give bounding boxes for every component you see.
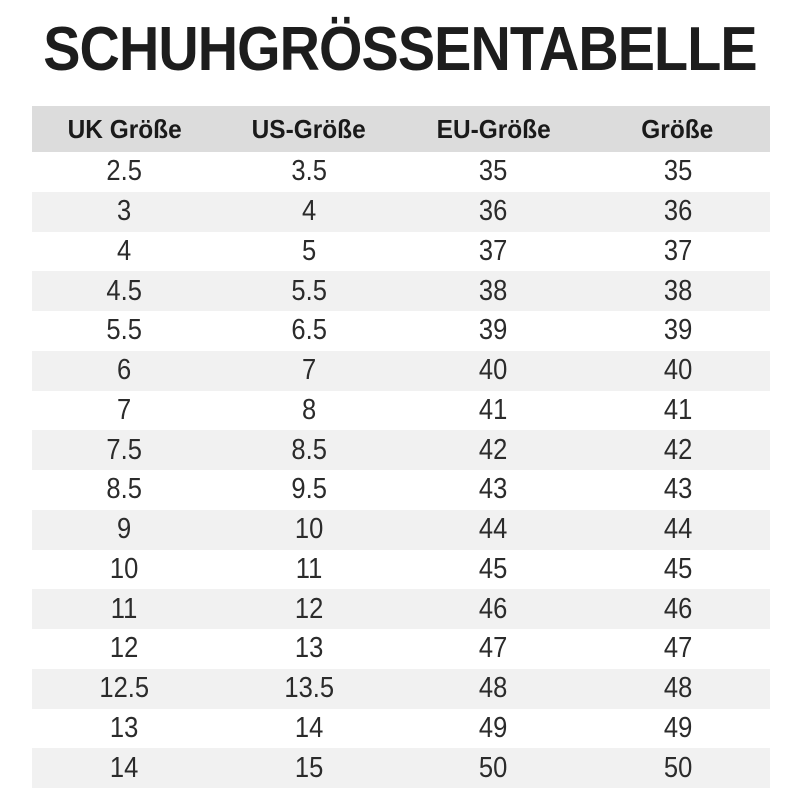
size-value: 4 [301,195,316,228]
size-value: 41 [479,393,508,426]
table-header-row [32,106,770,152]
table-cell [586,275,771,308]
size-value: 48 [663,672,692,705]
table-cell [217,394,402,427]
table-cell [401,473,586,506]
size-value: 13 [110,711,139,744]
size-value: 12 [294,592,323,625]
table-row [32,152,770,192]
size-value: 11 [110,592,138,625]
size-value: 5.5 [290,274,327,307]
table-cell [217,275,402,308]
size-value: 39 [479,314,508,347]
size-value: 2.5 [106,155,142,188]
size-value: 35 [479,155,508,188]
table-cell [32,235,217,268]
table-body [32,152,770,788]
size-value: 47 [663,632,692,665]
table-cell [32,394,217,427]
table-cell [586,593,771,626]
table-cell [217,473,402,506]
size-value: 5.5 [106,314,142,347]
table-cell [32,354,217,387]
size-value: 43 [479,473,508,506]
table-cell [401,434,586,467]
size-value: 3.5 [290,155,327,188]
table-cell [401,752,586,785]
table-cell [401,712,586,745]
table-cell [586,195,771,228]
size-value: 36 [663,195,692,228]
table-cell [217,712,402,745]
table-cell [217,235,402,268]
table-cell [32,314,217,347]
table-row [32,271,770,311]
table-cell [401,275,586,308]
table-cell [586,632,771,665]
table-cell [401,513,586,546]
table-row [32,311,770,351]
size-value: 14 [110,751,139,784]
size-value: 13.5 [283,672,334,705]
size-value: 7 [117,393,132,426]
table-cell [401,394,586,427]
size-value: 46 [663,592,692,625]
table-cell [217,434,402,467]
size-value: 41 [663,393,692,426]
size-value: 36 [479,195,508,228]
size-value: 10 [110,552,139,585]
column-header-us-groesse [217,114,402,145]
size-value: 3 [117,195,132,228]
table-row [32,430,770,470]
table-cell [217,195,402,228]
table-cell [586,235,771,268]
size-value: 6 [117,354,132,387]
table-cell [217,155,402,188]
size-value: 6.5 [290,314,327,347]
column-header-groesse [586,114,771,145]
size-value: 15 [294,751,323,784]
table-cell [586,752,771,785]
size-value: 14 [294,711,323,744]
table-row [32,351,770,391]
size-value: 37 [479,234,508,267]
table-row [32,232,770,272]
size-value: 7.5 [106,433,142,466]
table-row [32,391,770,431]
size-value: 4.5 [106,274,142,307]
size-value: 47 [479,632,508,665]
size-value: 37 [663,234,692,267]
size-value: 49 [663,711,692,744]
table-row [32,510,770,550]
table-cell [32,672,217,705]
size-value: 8 [301,393,316,426]
table-row [32,550,770,590]
column-header-uk-groesse [32,114,217,145]
table-cell [401,195,586,228]
size-value: 38 [663,274,692,307]
size-value: 9.5 [290,473,327,506]
table-cell [586,553,771,586]
table-cell [32,195,217,228]
column-header-label: UK Größe [67,113,182,144]
table-row [32,192,770,232]
table-cell [401,235,586,268]
table-cell [32,553,217,586]
size-value: 42 [663,433,692,466]
table-cell [586,473,771,506]
size-value: 11 [295,552,322,585]
table-cell [32,513,217,546]
table-cell [32,712,217,745]
size-value: 9 [117,513,132,546]
table-cell [401,354,586,387]
size-value: 13 [294,632,323,665]
table-cell [217,752,402,785]
table-cell [32,632,217,665]
table-row [32,589,770,629]
size-value: 40 [479,354,508,387]
table-cell [586,354,771,387]
table-cell [586,672,771,705]
table-cell [586,434,771,467]
table-cell [586,712,771,745]
size-value: 5 [301,234,316,267]
table-cell [217,354,402,387]
table-cell [401,632,586,665]
table-row [32,669,770,709]
column-header-eu-groesse [401,114,586,145]
size-value: 8.5 [290,433,327,466]
size-value: 50 [479,751,508,784]
column-header-label: EU-Größe [436,113,551,144]
table-cell [401,672,586,705]
table-row [32,748,770,788]
table-cell [586,513,771,546]
size-value: 35 [663,155,692,188]
table-cell [32,155,217,188]
size-value: 12.5 [99,672,150,705]
size-value: 44 [663,513,692,546]
table-row [32,629,770,669]
size-value: 42 [479,433,508,466]
table-cell [401,553,586,586]
size-value: 44 [479,513,508,546]
table-cell [217,593,402,626]
table-cell [401,155,586,188]
size-value: 38 [479,274,508,307]
table-cell [586,394,771,427]
size-value: 43 [663,473,692,506]
size-value: 39 [663,314,692,347]
size-value: 50 [663,751,692,784]
table-row [32,709,770,749]
table-cell [586,314,771,347]
table-cell [401,314,586,347]
table-cell [32,434,217,467]
shoe-size-table [32,106,770,788]
size-value: 46 [479,592,508,625]
size-value: 4 [117,234,132,267]
table-cell [32,275,217,308]
table-cell [217,632,402,665]
table-cell [401,593,586,626]
size-value: 10 [294,513,323,546]
table-cell [32,593,217,626]
table-cell [217,513,402,546]
table-cell [217,314,402,347]
table-cell [217,553,402,586]
size-value: 48 [479,672,508,705]
table-cell [32,752,217,785]
size-value: 49 [479,711,508,744]
size-value: 8.5 [106,473,142,506]
table-row [32,470,770,510]
size-value: 12 [110,632,139,665]
column-header-label: US-Größe [251,113,366,144]
size-value: 40 [663,354,692,387]
size-value: 45 [479,552,508,585]
table-cell [217,672,402,705]
column-header-label: Größe [641,113,714,144]
table-cell [586,155,771,188]
page-title: SCHUHGRÖSSENTABELLE [43,15,757,84]
table-cell [32,473,217,506]
size-value: 45 [663,552,692,585]
size-value: 7 [301,354,316,387]
